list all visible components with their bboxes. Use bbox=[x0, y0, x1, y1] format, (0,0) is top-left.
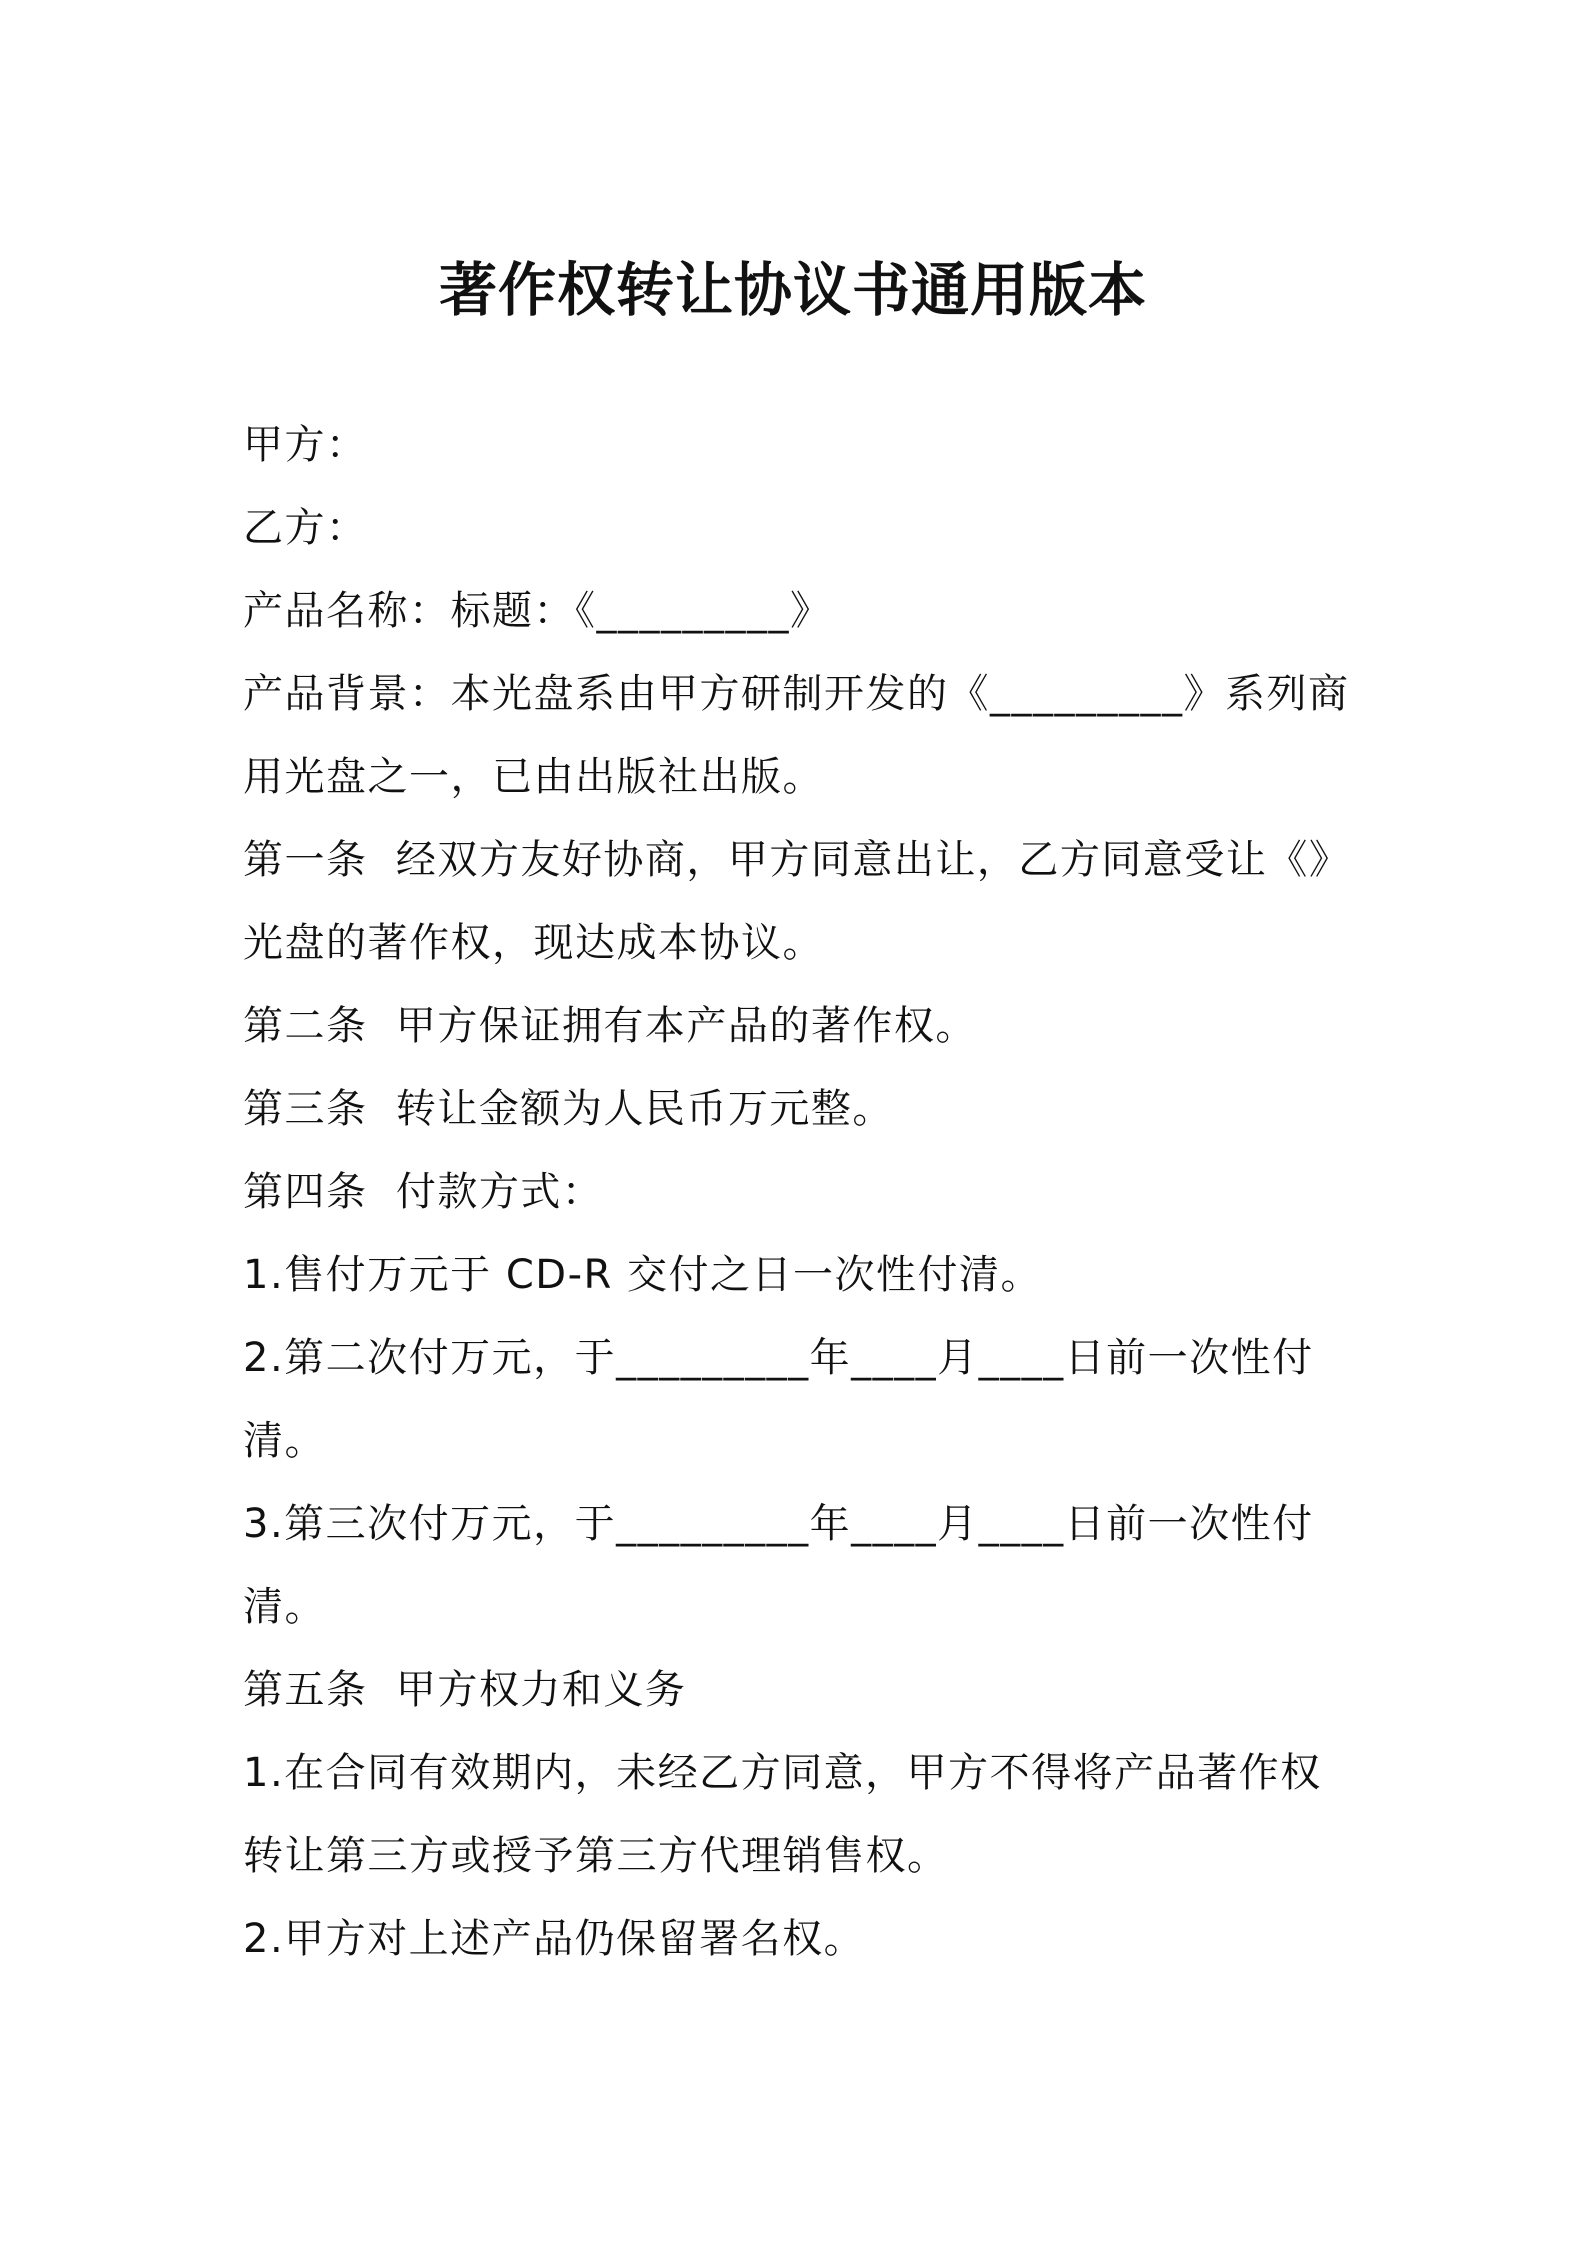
payment-item-3: 3.第三次付万元，于_________年____月____日前一次性付清。 bbox=[243, 1501, 1314, 1630]
document-title: 著作权转让协议书通用版本 bbox=[438, 256, 1147, 324]
article-2-paragraph: 第二条 甲方保证拥有本产品的著作权。 bbox=[243, 1003, 977, 1049]
payment-item-1: 1.售付万元于 CD-R 交付之日一次性付清。 bbox=[243, 1252, 1043, 1298]
product-background-paragraph: 产品背景：本光盘系由甲方研制开发的《_________》系列商用光盘之一，已由出版社出版。 bbox=[243, 671, 1350, 800]
party-a-line: 甲方： bbox=[243, 422, 368, 468]
article-5-heading: 第五条 甲方权力和义务 bbox=[243, 1667, 687, 1713]
document-body bbox=[243, 404, 1353, 1981]
article-1-paragraph: 第一条 经双方友好协商，甲方同意出让，乙方同意受让《》光盘的著作权，现达成本协议。 bbox=[243, 837, 1351, 966]
payment-item-2: 2.第二次付万元，于_________年____月____日前一次性付清。 bbox=[243, 1335, 1314, 1464]
article-3-paragraph: 第三条 转让金额为人民币万元整。 bbox=[243, 1086, 894, 1132]
product-name-line: 产品名称：标题：《_________》 bbox=[243, 588, 832, 634]
party-b-line: 乙方： bbox=[243, 505, 368, 551]
party-a-duty-2: 2.甲方对上述产品仍保留署名权。 bbox=[243, 1916, 866, 1962]
article-4-heading: 第四条 付款方式： bbox=[243, 1169, 604, 1215]
party-a-duty-1: 1.在合同有效期内，未经乙方同意，甲方不得将产品著作权转让第三方或授予第三方代理销售权。 bbox=[243, 1750, 1322, 1879]
